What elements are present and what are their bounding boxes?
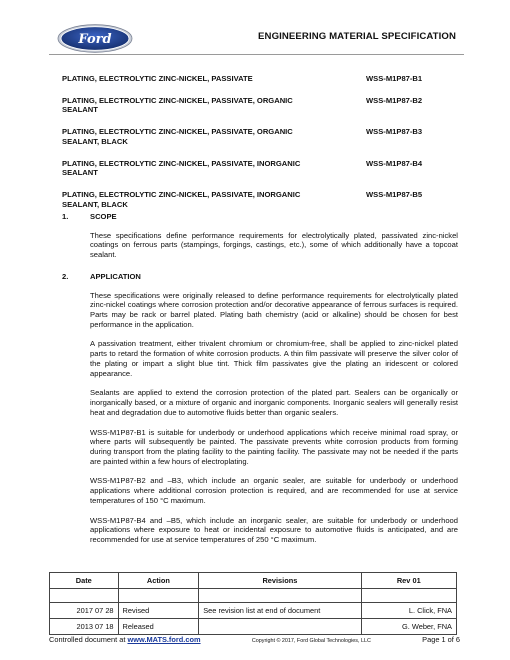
section-heading-scope <box>62 212 458 222</box>
section-title: SCOPE <box>90 212 117 221</box>
column-header-action: Action <box>118 573 199 589</box>
section-heading-application <box>62 272 458 282</box>
spec-name: PLATING, ELECTROLYTIC ZINC-NICKEL, PASSIVATE, INORGANIC SEALANT <box>62 158 301 178</box>
application-paragraph: WSS-M1P87-B4 and –B5, which include an inorganic sealer, are suitable for underbody or underhood applications where exposure to heat or incidental exposure to automotive fluids is anticipated, and are recommended for use at service temperatures of 250 °C maximum. <box>90 515 458 544</box>
controlled-prefix: Controlled document at <box>49 635 128 644</box>
table-row <box>50 603 457 619</box>
column-header-rev: Rev 01 <box>361 573 456 589</box>
copyright-text: Copyright © 2017, Ford Global Technologies, LLC <box>251 638 371 644</box>
cell-revisions <box>199 619 361 635</box>
page-number: Page 1 of 6 <box>422 635 460 644</box>
spec-code: WSS-M1P87-B1 <box>366 74 423 83</box>
spec-list <box>62 74 454 221</box>
spec-code: WSS-M1P87-B5 <box>366 190 423 200</box>
spec-row <box>62 74 454 84</box>
mats-link[interactable]: www.MATS.ford.com <box>127 635 201 644</box>
cell-action: Revised <box>118 603 199 619</box>
page-footer <box>49 635 460 645</box>
section-number: 1. <box>62 212 69 221</box>
cell-author: L. Click, FNA <box>361 603 456 619</box>
spec-name: PLATING, ELECTROLYTIC ZINC-NICKEL, PASSIVATE <box>62 74 253 83</box>
controlled-document-note <box>49 635 201 644</box>
section-title: APPLICATION <box>90 271 141 281</box>
revision-table <box>49 572 457 635</box>
table-spacer-row <box>50 589 457 603</box>
document-body <box>62 212 458 555</box>
cell-revisions: See revision list at end of document <box>199 603 361 619</box>
cell-date: 2017 07 28 <box>50 603 119 619</box>
scope-paragraph: These specifications define performance requirements for electrolytically plated, passivated zinc-nickel coatings on ferrous parts (stampings, forgings, castings, etc.), some of which additionally have a topcoat sealant. <box>90 230 458 260</box>
application-paragraph: These specifications were originally released to define performance requirements for electrolytically plated zinc-nickel coatings where corrosion protection and/or decorative appearance of ferrous surfaces is required. Parts may be rack or barrel plated. Plating bath chemistry (acid or alkaline) should be chosen for best performance in the application. <box>90 290 458 329</box>
spec-code: WSS-M1P87-B4 <box>366 158 423 168</box>
ford-logo <box>57 24 133 53</box>
spec-row <box>62 159 454 178</box>
cell-action: Released <box>118 619 199 635</box>
spec-row <box>62 96 454 115</box>
spec-row <box>62 127 454 146</box>
logo-wordmark: Ford <box>78 32 112 47</box>
cell-author: G. Weber, FNA <box>361 619 456 635</box>
spec-row <box>62 190 454 209</box>
spec-name: PLATING, ELECTROLYTIC ZINC-NICKEL, PASSIVATE, ORGANIC SEALANT, BLACK <box>62 127 293 146</box>
spec-code: WSS-M1P87-B2 <box>366 95 423 105</box>
header-divider <box>49 54 464 55</box>
table-row <box>50 619 457 635</box>
spec-name: PLATING, ELECTROLYTIC ZINC-NICKEL, PASSIVATE, INORGANIC SEALANT, BLACK <box>62 190 301 209</box>
column-header-revisions: Revisions <box>199 573 361 589</box>
section-number: 2. <box>62 271 69 281</box>
application-paragraph: A passivation treatment, either trivalent chromium or chromium-free, shall be applied to zinc-nickel plated parts to retard the formation of white corrosion products. A thin film passivate will preserve the silver color of the plating or impart a slight blue tint. Thick film passivates give the plating an iridescent or colored appearance. <box>90 339 458 378</box>
application-paragraph: WSS-M1P87-B2 and –B3, which include an organic sealer, are suitable for underbody or underhood applications where additional corrosion protection is required, and are recommended for use at service temperatures of 150 °C maximum. <box>90 476 458 505</box>
spec-name: PLATING, ELECTROLYTIC ZINC-NICKEL, PASSIVATE, ORGANIC SEALANT <box>62 95 293 115</box>
page-title: ENGINEERING MATERIAL SPECIFICATION <box>258 31 456 42</box>
table-header-row <box>50 573 457 589</box>
cell-date: 2013 07 18 <box>50 619 119 635</box>
application-paragraph: Sealants are applied to extend the corrosion protection of the plated part. Sealers can be organically or inorganically based, or a mixture of organic and inorganic components. Inorganic sealers will generally resist heat and degradation due to automotive fluids better than organic sealers. <box>90 388 458 417</box>
application-paragraph: WSS-M1P87-B1 is suitable for underbody or underhood applications which receive minimal road spray, or where parts will subsequently be painted. The passivate prevents white corrosion products from forming during transport from the plating facility to the painting facility. The passivate may not be needed if the parts are painted within a few hours of electroplating. <box>90 427 458 466</box>
spec-code: WSS-M1P87-B3 <box>366 127 423 137</box>
column-header-date: Date <box>50 573 119 589</box>
